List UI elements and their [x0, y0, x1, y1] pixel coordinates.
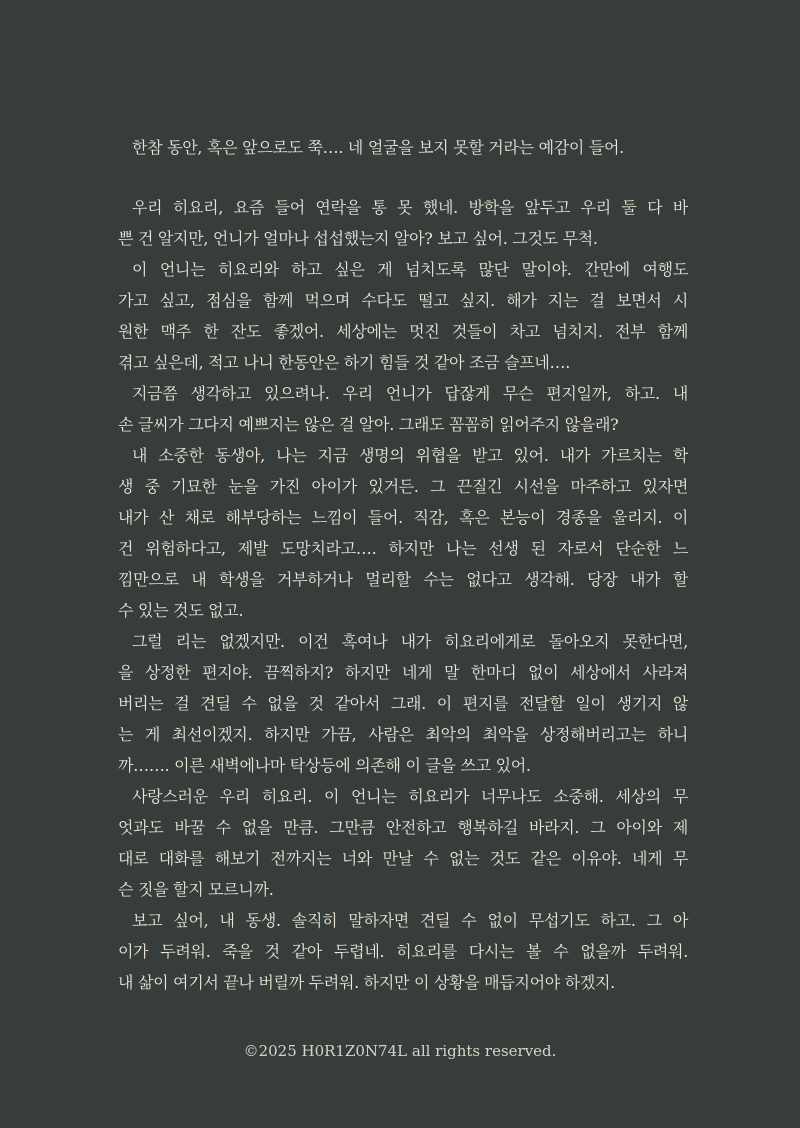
letter-line: 는 게 최선이겠지. 하지만 가끔, 사람은 최악의 최악을 상정해버리고는 하니: [118, 725, 688, 744]
letter-line: 쁜 건 알지만, 언니가 얼마나 섭섭했는지 알아? 보고 싶어. 그것도 무척.: [118, 229, 598, 248]
letter-line: 겪고 싶은데, 적고 나니 한동안은 하기 힘들 것 같아 조금 슬프네….: [118, 353, 571, 372]
letter-line: 우리 히요리, 요즘 들어 연락을 통 못 했네. 방학을 앞두고 우리 둘 다 바: [132, 198, 688, 217]
letter-line: 보고 싶어, 내 동생. 솔직히 말하자면 견딜 수 없이 무섭기도 하고. 그 아: [132, 911, 688, 930]
letter-line: 그럴 리는 없겠지만. 이건 혹여나 내가 히요리에게로 돌아오지 못한다면,: [132, 632, 688, 651]
copyright-notice: ©2025 H0R1Z0N74L all rights reserved.: [243, 1042, 557, 1060]
letter-line: 원한 맥주 한 잔도 좋겠어. 세상에는 멋진 것들이 차고 넘치지. 전부 함께: [118, 322, 688, 341]
letter-line: 을 상정한 편지야. 끔찍하지? 하지만 네게 말 한마디 없이 세상에서 사라져: [118, 663, 688, 682]
letter-line: 내가 산 채로 해부당하는 느낌이 들어. 직감, 혹은 본능이 경종을 울리지. 이: [118, 508, 688, 527]
letter-line: 까……. 이른 새벽에나마 탁상등에 의존해 이 글을 쓰고 있어.: [118, 756, 531, 775]
letter-line: 건 위험하다고, 제발 도망치라고…. 하지만 나는 선생 된 자로서 단순한 느: [118, 539, 688, 558]
letter-line: 한참 동안, 혹은 앞으로도 쭉…. 네 얼굴을 보지 못할 거라는 예감이 들어.: [132, 138, 624, 157]
letter-line: 가고 싶고, 점심을 함께 먹으며 수다도 떨고 싶지. 해가 지는 걸 보면서 시: [118, 291, 688, 310]
letter-line: 지금쯤 생각하고 있으려나. 우리 언니가 답잖게 무슨 편지일까, 하고. 내: [132, 384, 688, 403]
letter-line: 슨 짓을 할지 모르니까.: [118, 880, 274, 899]
letter-line: 내 소중한 동생아, 나는 지금 생명의 위협을 받고 있어. 내가 가르치는 학: [132, 446, 688, 465]
letter-line: 사랑스러운 우리 히요리. 이 언니는 히요리가 너무나도 소중해. 세상의 무: [132, 787, 688, 806]
letter-line: 이 언니는 히요리와 하고 싶은 게 넘치도록 많단 말이야. 간만에 여행도: [132, 260, 688, 279]
letter-line: 엇과도 바꿀 수 없을 만큼. 그만큼 안전하고 행복하길 바라지. 그 아이와 제: [118, 818, 688, 837]
letter-line: 생 중 기묘한 눈을 가진 아이가 있거든. 그 끈질긴 시선을 마주하고 있자면: [118, 477, 688, 496]
letter-line: 낌만으로 내 학생을 거부하거나 멀리할 수는 없다고 생각해. 당장 내가 할: [118, 570, 688, 589]
letter-line: 수 있는 것도 없고.: [118, 601, 244, 620]
letter-line: 손 글씨가 그다지 예쁘지는 않은 걸 알아. 그래도 꼼꼼히 읽어주지 않을래?: [118, 415, 619, 434]
letter-line: 내 삶이 여기서 끝나 버릴까 두려워. 하지만 이 상황을 매듭지어야 하겠지.: [118, 973, 615, 992]
letter-line: 이가 두려워. 죽을 것 같아 두렵네. 히요리를 다시는 볼 수 없을까 두려워.: [118, 942, 688, 961]
letter-line: 대로 대화를 해보기 전까지는 너와 만날 수 없는 것도 같은 이유야. 네게 무: [118, 849, 688, 868]
letter-line: 버리는 걸 견딜 수 없을 것 같아서 그래. 이 편지를 전달할 일이 생기지 않: [118, 694, 688, 713]
